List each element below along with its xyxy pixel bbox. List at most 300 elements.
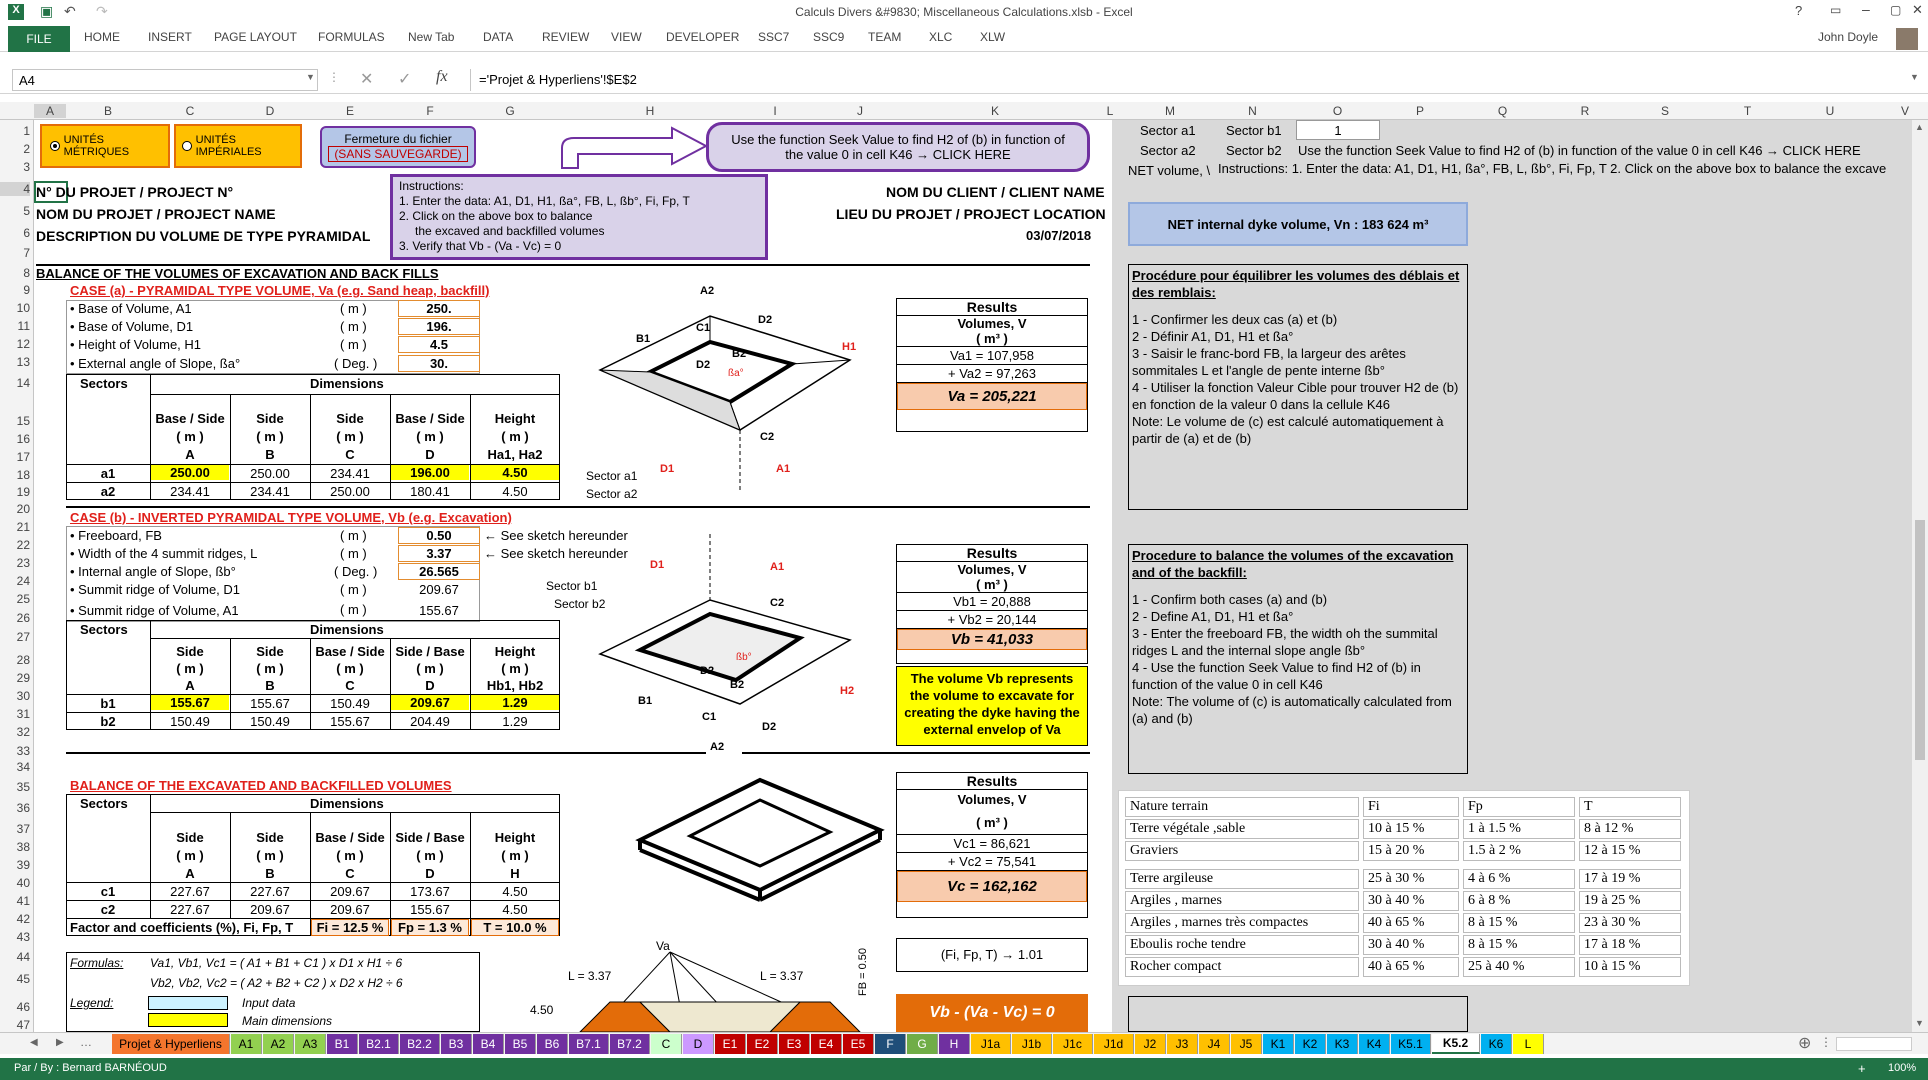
row-header[interactable]: 31 bbox=[16, 707, 30, 721]
column-header[interactable]: F bbox=[426, 104, 434, 118]
column-header[interactable]: I bbox=[773, 104, 777, 118]
radio-checked-icon[interactable] bbox=[50, 141, 60, 151]
row-header[interactable]: 25 bbox=[16, 592, 30, 606]
row-header[interactable]: 5 bbox=[23, 204, 30, 218]
column-headers bbox=[0, 102, 1928, 120]
table-cell[interactable]: 155.67 bbox=[250, 696, 290, 711]
sheet-tab[interactable]: B6 bbox=[537, 1034, 568, 1054]
tab-xlc[interactable]: XLC bbox=[929, 30, 953, 44]
tab-ssc7[interactable]: SSC7 bbox=[758, 30, 790, 44]
row-header[interactable]: 18 bbox=[16, 468, 30, 482]
soil-cell: Terre argileuse bbox=[1125, 869, 1359, 889]
sheet-tab[interactable]: A2 bbox=[263, 1034, 294, 1054]
radio-icon[interactable] bbox=[182, 141, 192, 151]
table-cell[interactable]: 234.41 bbox=[250, 484, 290, 499]
sheet-tab[interactable]: K2 bbox=[1295, 1034, 1326, 1054]
tab-insert[interactable]: INSERT bbox=[148, 30, 192, 44]
row-header[interactable]: 28 bbox=[16, 653, 30, 667]
tab-formulas[interactable]: FORMULAS bbox=[318, 30, 385, 44]
column-header[interactable]: D bbox=[265, 104, 275, 118]
column-header[interactable]: R bbox=[1580, 104, 1590, 118]
row-header[interactable]: 10 bbox=[16, 301, 30, 315]
soil-cell: Argiles , marnes bbox=[1125, 891, 1359, 911]
table-cell[interactable]: 209.67 bbox=[330, 884, 370, 899]
tab-data[interactable]: DATA bbox=[483, 30, 514, 44]
col-header: Base / Side bbox=[315, 830, 385, 845]
sketch-label: C2 bbox=[770, 597, 785, 609]
tab-page-layout[interactable]: PAGE LAYOUT bbox=[214, 30, 297, 44]
sheet-tab[interactable]: K5.2 bbox=[1432, 1034, 1480, 1054]
redo-icon[interactable]: ↷ bbox=[96, 3, 108, 19]
sketch-label: L = 3.37 bbox=[568, 969, 612, 983]
table-cell[interactable]: 234.41 bbox=[330, 466, 370, 481]
expand-formula-icon[interactable]: ▼ bbox=[1910, 72, 1919, 82]
l-input[interactable]: 3.37 bbox=[398, 545, 480, 562]
input-unit: ( m ) bbox=[340, 528, 367, 543]
column-header[interactable]: H bbox=[645, 104, 655, 118]
formulas-label: Formulas: bbox=[70, 956, 124, 970]
input-unit: ( m ) bbox=[340, 337, 367, 352]
input-note: ← See sketch hereunder bbox=[484, 528, 628, 543]
metric-units-button[interactable] bbox=[40, 124, 170, 168]
row-header[interactable]: 45 bbox=[16, 972, 30, 986]
row-header[interactable]: 44 bbox=[16, 950, 30, 964]
vertical-scrollbar[interactable] bbox=[1912, 120, 1928, 1032]
sheet-tab[interactable]: L bbox=[1513, 1034, 1544, 1054]
table-cell[interactable]: 4.50 bbox=[502, 884, 528, 899]
name-box-dropdown-icon[interactable]: ▼ bbox=[306, 72, 315, 82]
row-header[interactable]: 20 bbox=[16, 502, 30, 516]
sheet-tab[interactable]: E3 bbox=[779, 1034, 810, 1054]
sheet-tab[interactable]: J4 bbox=[1199, 1034, 1230, 1054]
sheet-tab[interactable]: A3 bbox=[295, 1034, 326, 1054]
column-header[interactable]: V bbox=[1900, 104, 1909, 118]
vc-total: Vc = 162,162 bbox=[897, 871, 1087, 902]
project-location-label: LIEU DU PROJET / PROJECT LOCATION bbox=[836, 206, 1106, 222]
fi-value[interactable]: Fi = 12.5 % bbox=[311, 919, 389, 936]
tab-home[interactable]: HOME bbox=[84, 30, 120, 44]
input-unit: ( m ) bbox=[340, 546, 367, 561]
table-cell[interactable]: 155.67 bbox=[330, 714, 370, 729]
row-header[interactable]: 24 bbox=[16, 574, 30, 588]
tab-ssc9[interactable]: SSC9 bbox=[813, 30, 845, 44]
sector-label: b2 bbox=[100, 714, 116, 729]
grid-line bbox=[150, 812, 560, 813]
col-letter: C bbox=[345, 678, 355, 693]
add-sheet-icon[interactable]: ⊕ bbox=[1798, 1035, 1812, 1052]
col-letter: B bbox=[265, 678, 275, 693]
sectors-header: Sectors bbox=[80, 376, 128, 391]
col-letter: A bbox=[185, 678, 195, 693]
column-header[interactable]: N bbox=[1248, 104, 1257, 118]
column-header[interactable]: B bbox=[103, 104, 112, 118]
legend-label: Legend: bbox=[70, 996, 114, 1010]
english-procedure bbox=[1128, 544, 1468, 774]
fp-value[interactable]: Fp = 1.3 % bbox=[391, 919, 469, 936]
table-cell[interactable]: 1.29 bbox=[502, 714, 528, 729]
sector-a2-label: Sector a2 bbox=[1140, 143, 1196, 158]
sheet-tab[interactable]: G bbox=[907, 1034, 938, 1054]
sketch-label: ßb° bbox=[736, 652, 752, 663]
close-icon[interactable]: ✕ bbox=[1912, 2, 1923, 17]
column-header[interactable]: Q bbox=[1497, 104, 1508, 118]
table-cell[interactable]: 150.49 bbox=[330, 696, 370, 711]
save-icon[interactable]: ▣ bbox=[40, 3, 54, 19]
table-cell[interactable]: 173.67 bbox=[410, 884, 450, 899]
soil-cell: 8 à 15 % bbox=[1463, 913, 1575, 933]
case-a-results bbox=[896, 298, 1088, 432]
table-cell[interactable]: 196.00 bbox=[391, 465, 469, 480]
table-cell[interactable]: 209.67 bbox=[391, 695, 469, 710]
col-header: Side bbox=[256, 644, 284, 659]
sheet-tab[interactable]: K4 bbox=[1359, 1034, 1390, 1054]
table-cell[interactable]: 1.29 bbox=[471, 695, 559, 710]
sheet-tab[interactable]: K5.1 bbox=[1391, 1034, 1431, 1054]
row-header[interactable]: 30 bbox=[16, 689, 30, 703]
row-header[interactable]: 8 bbox=[23, 266, 30, 280]
sheet-tab[interactable]: K1 bbox=[1263, 1034, 1294, 1054]
grid-line bbox=[66, 482, 560, 483]
soil-cell: 25 à 40 % bbox=[1463, 957, 1575, 977]
unit-header: ( m ) bbox=[256, 848, 284, 863]
sector-label: b1 bbox=[100, 696, 116, 711]
unit-header: ( m ) bbox=[256, 661, 284, 676]
table-cell[interactable]: 227.67 bbox=[250, 884, 290, 899]
avatar[interactable] bbox=[1896, 28, 1918, 50]
cancel-icon[interactable]: ✕ bbox=[360, 71, 374, 88]
insert-function-icon[interactable]: fx bbox=[436, 68, 448, 85]
row-header[interactable]: 1 bbox=[23, 124, 30, 138]
tab-team[interactable]: TEAM bbox=[868, 30, 902, 44]
ribbon-tabs bbox=[0, 26, 1928, 52]
sketch-label: D1 bbox=[650, 559, 665, 571]
unit-header: ( m ) bbox=[501, 848, 529, 863]
summit-a1-value[interactable]: 155.67 bbox=[419, 603, 459, 618]
col-header: Side bbox=[336, 411, 364, 426]
ribbon-display-icon[interactable]: ▭ bbox=[1830, 3, 1842, 17]
row-header[interactable]: 23 bbox=[16, 556, 30, 570]
tab-developer[interactable]: DEVELOPER bbox=[666, 30, 740, 44]
horizontal-scrollbar[interactable] bbox=[1836, 1037, 1912, 1051]
column-header[interactable]: J bbox=[857, 104, 863, 118]
soil-cell: Rocher compact bbox=[1125, 957, 1359, 977]
column-header[interactable]: L bbox=[1106, 104, 1114, 118]
row-header[interactable]: 7 bbox=[23, 246, 30, 260]
sheet-tab[interactable]: B2.1 bbox=[359, 1034, 399, 1054]
sketch-label: C1 bbox=[702, 711, 717, 723]
row-header[interactable]: 35 bbox=[16, 780, 30, 794]
table-cell[interactable]: 180.41 bbox=[410, 484, 450, 499]
procedure-step: 1 - Confirmer les deux cas (a) et (b) bbox=[1132, 312, 1338, 327]
soil-table bbox=[1118, 790, 1690, 986]
col-header: Side / Base bbox=[395, 644, 465, 659]
soil-cell: 8 à 12 % bbox=[1579, 819, 1681, 839]
column-header[interactable]: T bbox=[1743, 104, 1752, 118]
sheet-tab[interactable]: Projet & Hyperliens bbox=[112, 1034, 230, 1054]
angle-b-input[interactable]: 26.565 bbox=[398, 563, 480, 580]
tab-xlw[interactable]: XLW bbox=[980, 30, 1006, 44]
sheet-tab[interactable]: J2 bbox=[1135, 1034, 1166, 1054]
col-header: Side bbox=[256, 411, 284, 426]
va1-value: Va1 = 107,958 bbox=[897, 347, 1087, 365]
sheet-tab[interactable]: J1b bbox=[1012, 1034, 1052, 1054]
row-header[interactable]: 16 bbox=[16, 432, 30, 446]
row-header[interactable]: 36 bbox=[16, 801, 30, 815]
divider bbox=[36, 264, 1090, 266]
table-cell[interactable]: 204.49 bbox=[410, 714, 450, 729]
table-cell[interactable]: 250.00 bbox=[151, 465, 229, 480]
row-header[interactable]: 37 bbox=[16, 822, 30, 836]
h1-input[interactable]: 4.5 bbox=[398, 336, 480, 353]
window-title: Calculs Divers &#9830; Miscellaneous Calculations.xlsb - Excel bbox=[795, 5, 1133, 19]
row-header[interactable]: 34 bbox=[16, 760, 30, 774]
va2-value: + Va2 = 97,263 bbox=[897, 365, 1087, 383]
tab-review[interactable]: REVIEW bbox=[542, 30, 590, 44]
row-header[interactable]: 19 bbox=[16, 485, 30, 499]
sheet-tab[interactable]: J5 bbox=[1231, 1034, 1262, 1054]
tab-view[interactable]: VIEW bbox=[611, 30, 642, 44]
row-header[interactable]: 11 bbox=[17, 319, 30, 333]
fb-input[interactable]: 0.50 bbox=[398, 527, 480, 544]
soil-cell: 40 à 65 % bbox=[1363, 913, 1459, 933]
sheet-tab[interactable]: B2.2 bbox=[400, 1034, 440, 1054]
procedure-step: 3 - Saisir le franc-bord FB, la largeur des arêtes sommitales L et l'angle de pente interne ßb° bbox=[1132, 346, 1406, 378]
results-unit: ( m³ ) bbox=[897, 577, 1087, 593]
sheet-tab[interactable]: H bbox=[939, 1034, 970, 1054]
scroll-thumb[interactable] bbox=[1915, 520, 1925, 760]
zoom-in-icon[interactable]: + bbox=[1858, 1061, 1866, 1076]
soil-cell: 17 à 18 % bbox=[1579, 935, 1681, 955]
table-cell[interactable]: 209.67 bbox=[330, 902, 370, 917]
column-header[interactable]: U bbox=[1825, 104, 1835, 118]
sector-label: a1 bbox=[100, 466, 116, 481]
maximize-icon[interactable]: ▢ bbox=[1890, 3, 1902, 17]
sheet-more-icon[interactable]: ⋮ bbox=[1820, 1035, 1832, 1049]
table-cell[interactable]: 150.49 bbox=[170, 714, 210, 729]
undo-icon[interactable]: ↶ bbox=[64, 3, 76, 19]
sector-b1-label: Sector b1 bbox=[1226, 123, 1282, 138]
table-cell[interactable]: 250.00 bbox=[250, 466, 290, 481]
net-volume-label: NET volume, \ bbox=[1128, 163, 1211, 178]
seek-text: Use the function Seek Value to find H2 of (b) in function of the value 0 in cell K46 → CLICK HERE bbox=[1298, 143, 1861, 158]
row-header[interactable]: 32 bbox=[16, 725, 30, 739]
row-header[interactable]: 41 bbox=[16, 894, 30, 908]
procedure-title: Procedure to balance the volumes of the excavation and of the backfill: bbox=[1132, 548, 1454, 580]
sheet-tab[interactable]: E4 bbox=[811, 1034, 842, 1054]
row-header[interactable]: 9 bbox=[23, 283, 30, 297]
sheet-tab[interactable]: A1 bbox=[231, 1034, 262, 1054]
col-letter: D bbox=[425, 678, 435, 693]
col-letter: Ha1, Ha2 bbox=[487, 447, 543, 462]
sector-label: a2 bbox=[100, 484, 116, 499]
grid-line bbox=[150, 394, 560, 395]
sheet-tab[interactable]: J1d bbox=[1094, 1034, 1134, 1054]
column-header[interactable]: M bbox=[1165, 104, 1175, 118]
soil-cell: 6 à 8 % bbox=[1463, 891, 1575, 911]
row-header[interactable]: 12 bbox=[16, 337, 30, 351]
column-header[interactable]: K bbox=[990, 104, 999, 118]
next-sheet-icon[interactable]: ▶ bbox=[56, 1037, 64, 1048]
procedure-step: 1 - Confirm both cases (a) and (b) bbox=[1132, 592, 1328, 607]
input-unit: ( m ) bbox=[340, 602, 367, 617]
row-header[interactable]: 46 bbox=[16, 1000, 30, 1014]
a1-input[interactable]: 250. bbox=[398, 300, 480, 317]
minimize-icon[interactable]: – bbox=[1862, 1, 1870, 17]
sheet-tab[interactable]: F bbox=[875, 1034, 906, 1054]
tab-file[interactable]: FILE bbox=[8, 26, 70, 52]
enter-icon[interactable]: ✓ bbox=[398, 71, 412, 88]
soil-cell: 1 à 1.5 % bbox=[1463, 819, 1575, 839]
sheet-tab[interactable]: E1 bbox=[715, 1034, 746, 1054]
sheet-tab[interactable]: J3 bbox=[1167, 1034, 1198, 1054]
input-unit: ( m ) bbox=[340, 319, 367, 334]
unit-header: ( m ) bbox=[501, 661, 529, 676]
input-unit: ( m ) bbox=[340, 301, 367, 316]
row-header[interactable]: 40 bbox=[16, 876, 30, 890]
name-box[interactable]: A4 bbox=[12, 69, 318, 91]
column-header[interactable]: G bbox=[505, 104, 515, 118]
table-cell[interactable]: 155.67 bbox=[151, 695, 229, 710]
sheet-tab[interactable]: J1a bbox=[971, 1034, 1011, 1054]
row-header[interactable]: 29 bbox=[16, 671, 30, 685]
sketch-label: Sector b1 bbox=[546, 579, 598, 593]
sketch-label: A2 bbox=[700, 285, 715, 297]
table-cell[interactable]: 234.41 bbox=[170, 484, 210, 499]
soil-cell: 8 à 15 % bbox=[1463, 935, 1575, 955]
unit-header: ( m ) bbox=[416, 661, 444, 676]
d1-input[interactable]: 196. bbox=[398, 318, 480, 335]
zoom-level[interactable]: 100% bbox=[1888, 1062, 1917, 1074]
column-header[interactable]: A bbox=[34, 104, 66, 118]
row-header[interactable]: 38 bbox=[16, 840, 30, 854]
row-header[interactable]: 33 bbox=[16, 744, 30, 758]
sheet-tab[interactable]: D bbox=[683, 1034, 714, 1054]
sheet-tab[interactable]: B7.2 bbox=[610, 1034, 650, 1054]
row-header[interactable]: 6 bbox=[23, 226, 30, 240]
sheet-tab[interactable]: B4 bbox=[473, 1034, 504, 1054]
grid-line bbox=[150, 638, 560, 639]
column-header[interactable]: O bbox=[1332, 104, 1343, 118]
angle-a-input[interactable]: 30. bbox=[398, 355, 480, 372]
imperial-units-button[interactable] bbox=[174, 124, 302, 168]
row-header[interactable]: 27 bbox=[16, 630, 30, 644]
help-icon[interactable]: ? bbox=[1795, 3, 1803, 18]
table-cell[interactable]: 250.00 bbox=[330, 484, 370, 499]
arrow-icon bbox=[560, 126, 710, 170]
sketch-label: D2 bbox=[696, 359, 711, 371]
row-header[interactable]: 2 bbox=[23, 142, 30, 156]
row-header[interactable]: 4 bbox=[0, 182, 30, 196]
row-header[interactable]: 13 bbox=[16, 355, 30, 369]
factors-label: Factor and coefficients (%), Fi, Fp, T bbox=[70, 920, 294, 935]
sectors-header: Sectors bbox=[80, 796, 128, 811]
table-cell[interactable]: 150.49 bbox=[250, 714, 290, 729]
table-cell[interactable]: 209.67 bbox=[250, 902, 290, 917]
soil-cell: 23 à 30 % bbox=[1579, 913, 1681, 933]
seek-value-button[interactable]: Use the function Seek Value to find H2 of (b) in function of the value 0 in cell K46 → CLICK HERE bbox=[706, 122, 1090, 172]
user-name[interactable]: John Doyle bbox=[1818, 30, 1879, 44]
procedure-step: Note: The volume of (c) is automatically calculated from (a) and (b) bbox=[1132, 694, 1452, 726]
more-sheets-icon[interactable]: … bbox=[80, 1035, 92, 1049]
sketch-label: L = 3.37 bbox=[760, 969, 804, 983]
prev-sheet-icon[interactable]: ◀ bbox=[30, 1037, 38, 1048]
row-header[interactable]: 47 bbox=[16, 1018, 30, 1032]
sheet-tab[interactable]: B5 bbox=[505, 1034, 536, 1054]
row-header[interactable]: 43 bbox=[16, 930, 30, 944]
t-value[interactable]: T = 10.0 % bbox=[471, 919, 559, 936]
sheet-tab[interactable]: K3 bbox=[1327, 1034, 1358, 1054]
instructions-box bbox=[390, 174, 768, 260]
excel-icon: X bbox=[8, 4, 24, 20]
sheet-tab[interactable]: C bbox=[651, 1034, 682, 1054]
table-cell[interactable]: 155.67 bbox=[410, 902, 450, 917]
table-cell[interactable]: 4.50 bbox=[502, 484, 528, 499]
row-header[interactable]: 22 bbox=[16, 538, 30, 552]
sector-input[interactable]: 1 bbox=[1296, 120, 1380, 140]
column-header[interactable]: C bbox=[185, 104, 195, 118]
vb-total: Vb = 41,033 bbox=[897, 629, 1087, 650]
column-header[interactable]: E bbox=[345, 104, 354, 118]
legend-input-swatch bbox=[148, 996, 228, 1010]
scroll-down-icon[interactable]: ▼ bbox=[1915, 1018, 1924, 1028]
col-header: Side bbox=[256, 830, 284, 845]
scroll-up-icon[interactable]: ▲ bbox=[1915, 122, 1924, 132]
sketch-label: D2 bbox=[700, 665, 715, 677]
row-header[interactable]: 14 bbox=[16, 376, 30, 390]
table-cell[interactable]: 4.50 bbox=[471, 465, 559, 480]
sheet-tab[interactable]: B3 bbox=[441, 1034, 472, 1054]
sector-a1-label: Sector a1 bbox=[1140, 123, 1196, 138]
sheet-tab[interactable]: E2 bbox=[747, 1034, 778, 1054]
input-label: • Freeboard, FB bbox=[70, 528, 162, 543]
case-b-title: CASE (b) - INVERTED PYRAMIDAL TYPE VOLUME, Vb (e.g. Excavation) bbox=[70, 510, 512, 525]
row-header[interactable]: 15 bbox=[16, 414, 30, 428]
table-cell[interactable]: 227.67 bbox=[170, 902, 210, 917]
sheet-tab[interactable]: B1 bbox=[327, 1034, 358, 1054]
row-header[interactable]: 39 bbox=[16, 858, 30, 872]
table-cell[interactable]: 4.50 bbox=[502, 902, 528, 917]
formula-input[interactable]: ='Projet & Hyperliens'!$E$2 bbox=[470, 69, 1920, 91]
results-unit: ( m³ ) bbox=[897, 807, 1087, 835]
procedure-title: Procédure pour équilibrer les volumes des déblais et des remblais: bbox=[1132, 268, 1460, 300]
sketch-label: Va bbox=[656, 939, 670, 953]
close-file-button[interactable] bbox=[320, 126, 476, 168]
col-header: Base / Side bbox=[155, 411, 225, 426]
input-label: • Base of Volume, D1 bbox=[70, 319, 194, 334]
table-cell[interactable]: 227.67 bbox=[170, 884, 210, 899]
sketch-label: Sector a2 bbox=[586, 487, 638, 500]
tab-new-tab[interactable]: New Tab bbox=[408, 30, 455, 44]
soil-cell: 4 à 6 % bbox=[1463, 869, 1575, 889]
column-header[interactable]: P bbox=[1415, 104, 1424, 118]
sheet-tab[interactable]: K6 bbox=[1481, 1034, 1512, 1054]
vb1-value: Vb1 = 20,888 bbox=[897, 593, 1087, 611]
grid-line bbox=[66, 882, 560, 883]
sheet-tab[interactable]: E5 bbox=[843, 1034, 874, 1054]
row-header[interactable]: 26 bbox=[16, 611, 30, 625]
soil-cell: 15 à 20 % bbox=[1363, 841, 1459, 861]
row-header[interactable]: 42 bbox=[16, 912, 30, 926]
row-header[interactable]: 21 bbox=[16, 520, 30, 534]
fpt-cell[interactable]: (Fi, Fp, T) → 1.01 bbox=[896, 938, 1088, 972]
sheet-tab[interactable]: J1c bbox=[1053, 1034, 1093, 1054]
summit-d1-value[interactable]: 209.67 bbox=[419, 582, 459, 597]
sketch-label: A1 bbox=[776, 463, 791, 475]
row-header[interactable]: 3 bbox=[23, 160, 30, 174]
row-header[interactable]: 17 bbox=[16, 450, 30, 464]
column-header[interactable]: S bbox=[1660, 104, 1669, 118]
sheet-tab[interactable]: B7.1 bbox=[569, 1034, 609, 1054]
